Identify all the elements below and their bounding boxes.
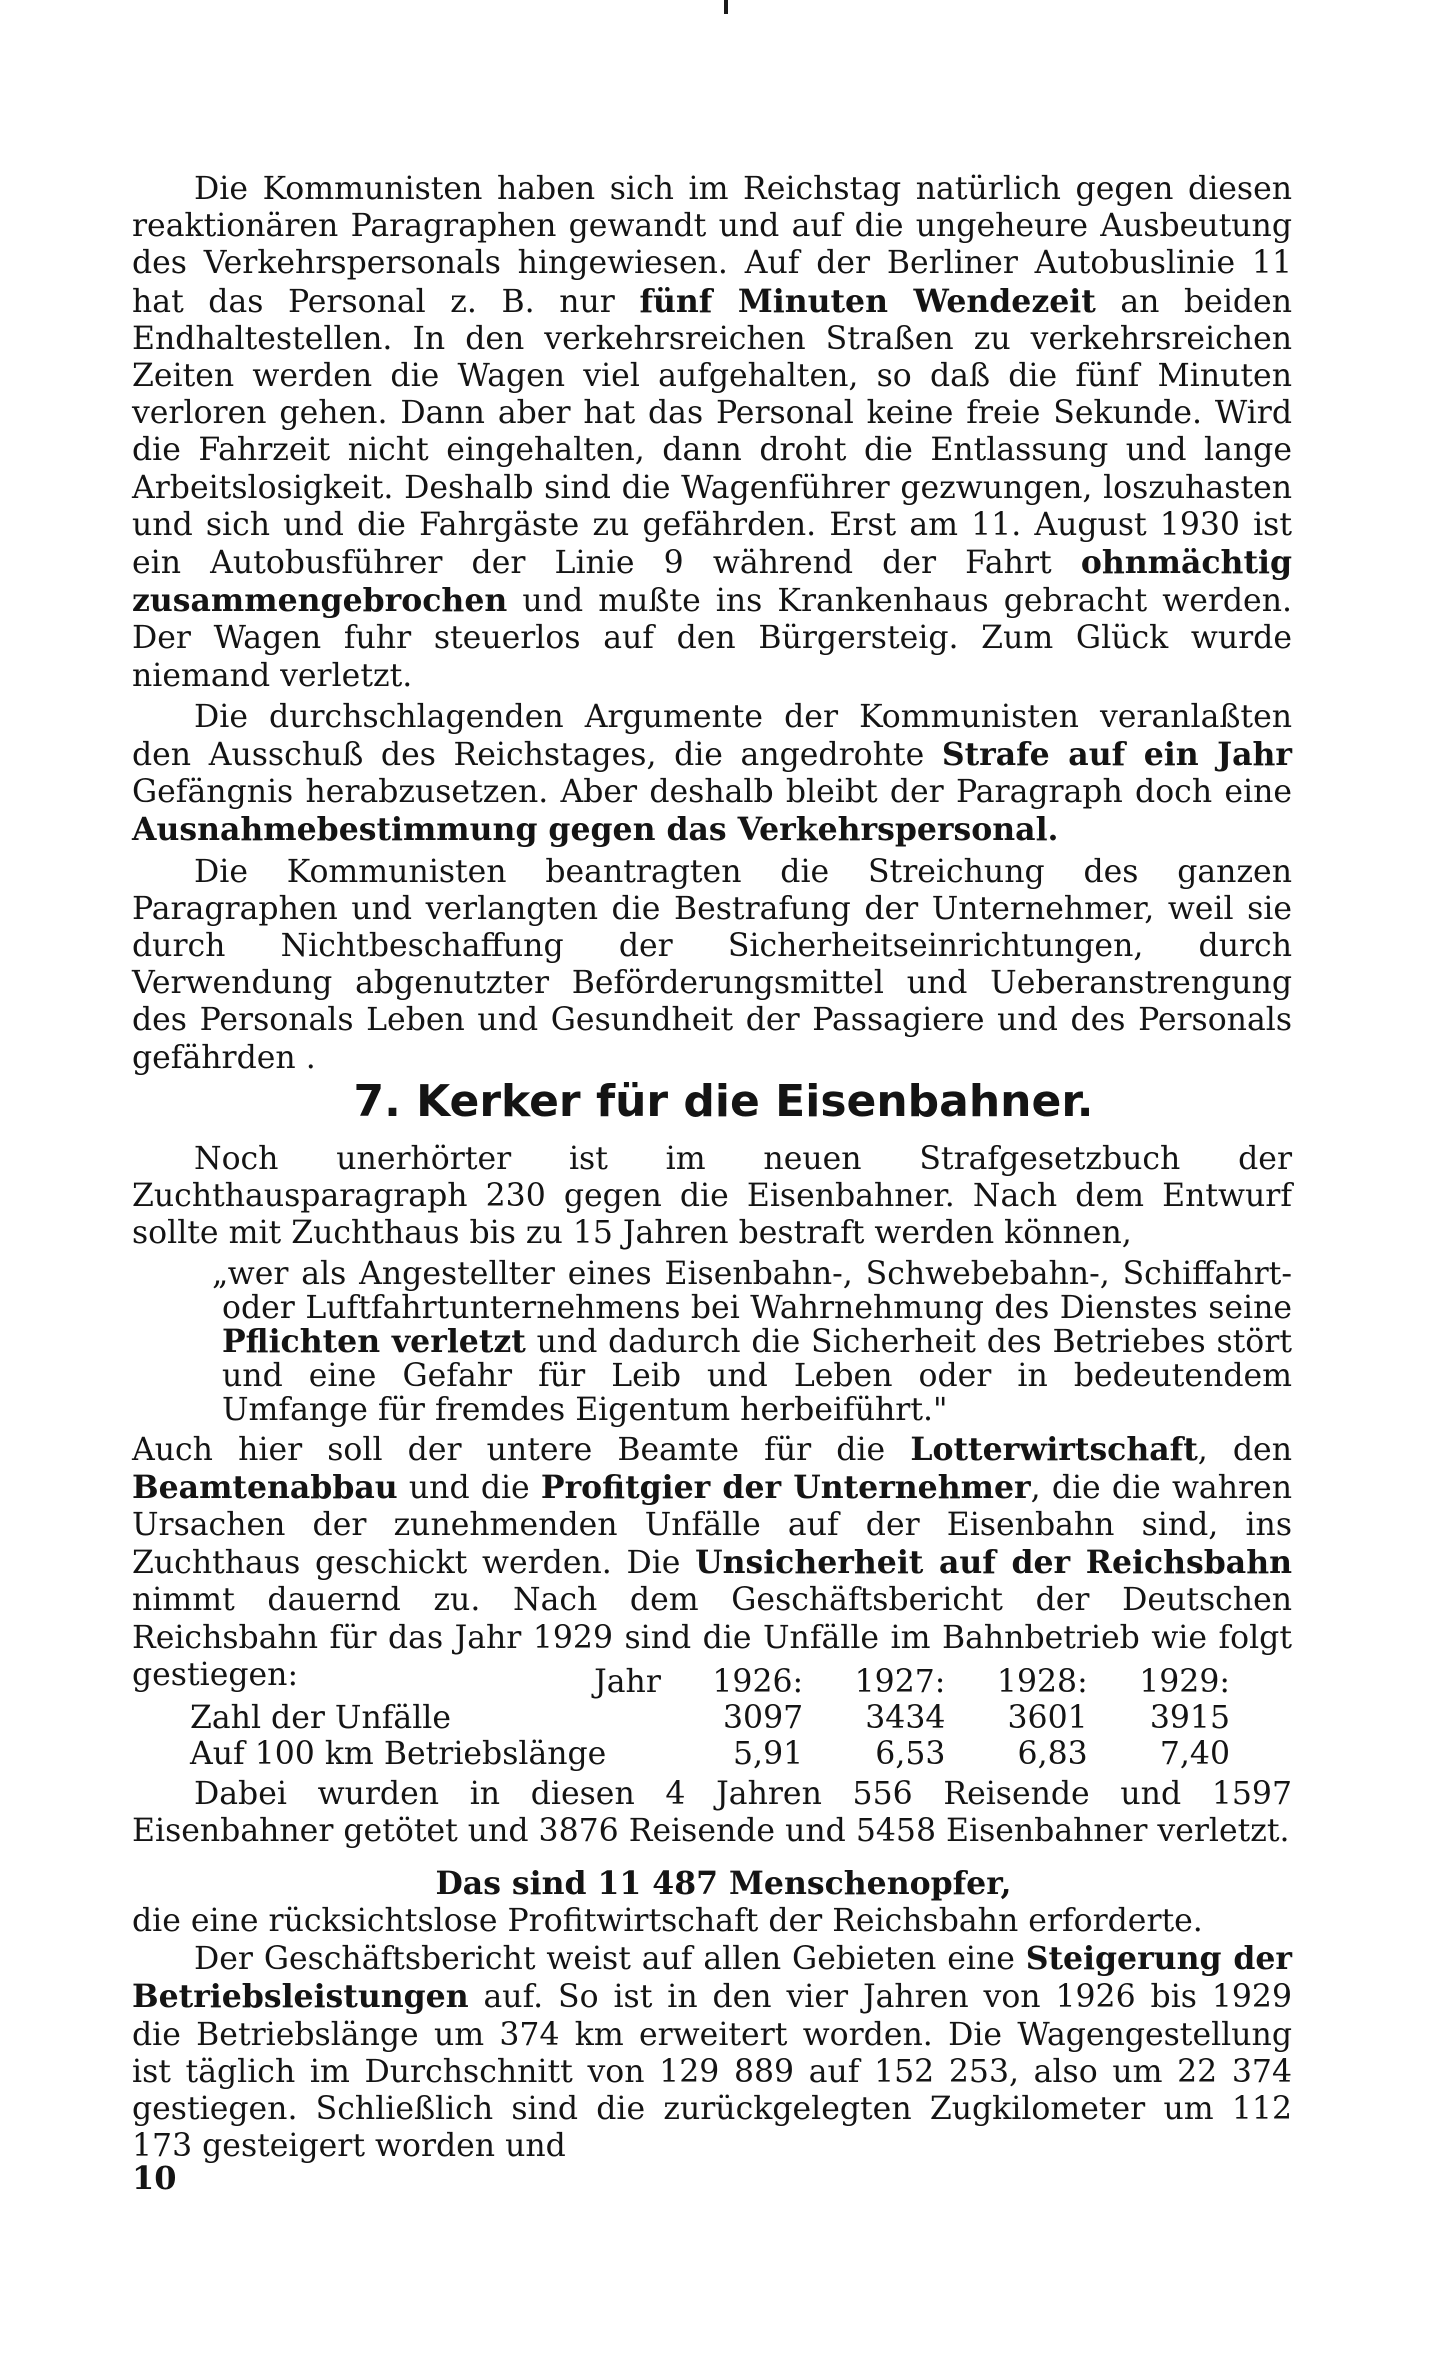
table-cell: 3915 — [1149, 1700, 1230, 1736]
paragraph: Die Kommunisten haben sich im Reichstag natürlich gegen diesen reaktionären Paragraphen gewandt und auf die ungeheure Ausbeutung des Verkehrspersonals hingewiesen. Auf der Berliner Autobuslinie 11 hat das Personal z. B. nur fünf Minuten Wendezeit an beiden Endhaltestellen. In den verkehrsreichen Straßen zu verkehrsreichen Zeiten werden die Wagen viel aufgehalten, so daß die fünf Minuten verloren gehen. Dann aber hat das Personal keine freie Sekunde. Wird die Fahrzeit nicht eingehalten, dann droht die Entlassung und lange Arbeitslosigkeit. Deshalb sind die Wagenführer gezwungen, loszuhasten und sich und die Fahrgäste zu gefährden. Erst am 11. August 1930 ist ein Autobusführer der Linie 9 während der Fahrt ohnmächtig zusammengebrochen und mußte ins Krankenhaus gebracht werden. Der Wagen fuhr steuerlos auf den Bürgersteig. Zum Glück wurde niemand verletzt. — [132, 171, 1292, 694]
closing-text-block — [132, 1903, 1292, 2165]
table-cell: 5,91 — [733, 1736, 804, 1772]
bold-phrase: ohnmächtig zusammengebrochen — [132, 544, 1292, 620]
year-header: 1928: — [996, 1664, 1088, 1700]
paragraph: Der Geschäftsbericht weist auf allen Gebieten eine Steigerung der Betriebsleistungen auf. So ist in den vier Jahren von 1926 bis 1929 die Betriebslänge um 374 km erweitert worden. Die Wagengestellung ist täglich im Durchschnitt von 129 889 auf 152 253, also um 22 374 gestiegen. Schließlich sind die zurückgelegten Zugkilometer um 112 173 gesteigert worden und — [132, 1940, 1292, 2165]
paragraph: Noch unerhörter ist im neuen Strafgesetzbuch der Zuchthausparagraph 230 gegen die Eisenbahner. Nach dem Entwurf sollte mit Zuchthaus bis zu 15 Jahren bestraft werden können, — [132, 1141, 1292, 1252]
bold-phrase: fünf Minuten Wendezeit — [639, 282, 1096, 320]
bold-phrase: Strafe auf ein Jahr — [941, 736, 1292, 774]
bold-phrase: Profitgier der Unternehmer — [540, 1468, 1031, 1506]
page-number: 10 — [132, 2159, 177, 2197]
scan-mark — [724, 0, 728, 14]
paragraph: Die durchschlagenden Argumente der Kommunisten veranlaßten den Ausschuß des Reichstages, die angedrohte Strafe auf ein Jahr Gefängnis herabzusetzen. Aber deshalb bleibt der Paragraph doch eine Ausnahmebestimmung gegen das Verkehrspersonal. — [132, 698, 1292, 849]
bold-phrase: Ausnahmebestimmung gegen das Verkehrspersonal. — [132, 811, 1059, 849]
year-header: 1926: — [712, 1664, 804, 1700]
table-cell: 6,83 — [1017, 1736, 1088, 1772]
intro-text-block — [132, 171, 1292, 1077]
table-cell: 3601 — [1007, 1700, 1088, 1736]
year-header: 1927: — [854, 1664, 946, 1700]
table-cell: 3434 — [865, 1700, 946, 1736]
section-text-block — [132, 1141, 1292, 1694]
bold-phrase: Lotterwirtschaft — [910, 1430, 1198, 1468]
table-cell: 3097 — [722, 1700, 804, 1736]
block-quote: „wer als Angestellter eines Eisenbahn-, Schwebebahn-, Schiffahrt- oder Luftfahrtunternehmens bei Wahrnehmung des Dienstes seine Pflichten verletzt und dadurch die Sicherheit des Betriebes stört und eine Gefahr für Leib und Leben oder in bedeutendem Umfange für fremdes Eigentum herbeiführt." — [212, 1255, 1292, 1428]
emphasis-line: Das sind 11 487 Menschenopfer, — [435, 1865, 1012, 1902]
row-label: Auf 100 km Betriebslänge — [190, 1736, 607, 1772]
bold-phrase: Beamtenabbau — [132, 1468, 398, 1506]
bold-phrase: Pflichten verletzt — [222, 1322, 526, 1360]
table-header-row — [190, 1664, 1230, 1700]
table-cell: 7,40 — [1159, 1736, 1230, 1772]
table-cell: 6,53 — [875, 1736, 946, 1772]
year-header: 1929: — [1139, 1664, 1230, 1700]
bold-phrase: Unsicherheit auf der Reichsbahn — [695, 1544, 1293, 1582]
paragraph: die eine rücksichtslose Profitwirtschaft der Reichsbahn erforderte. — [132, 1903, 1203, 1939]
year-label: Jahr — [594, 1664, 661, 1700]
paragraph: Dabei wurden in diesen 4 Jahren 556 Reisende und 1597 Eisenbahner getötet und 3876 Reisende und 5458 Eisenbahner verletzt. — [132, 1776, 1292, 1850]
section-heading: 7. Kerker für die Eisenbahner. — [353, 1076, 1094, 1127]
table-row — [190, 1700, 1230, 1736]
casualties-text — [132, 1776, 1292, 1850]
table-row — [190, 1736, 1230, 1772]
row-label: Zahl der Unfälle — [190, 1700, 451, 1736]
paragraph: Die Kommunisten beantragten die Streichung des ganzen Paragraphen und verlangten die Bestrafung der Unternehmer, weil sie durch Nichtbeschaffung der Sicherheitseinrichtungen, durch Verwendung abgenutzter Beförderungsmittel und Ueberanstrengung des Personals Leben und Gesundheit der Passagiere und des Personals gefährden . — [132, 853, 1292, 1076]
paragraph: Auch hier soll der untere Beamte für die Lotterwirtschaft, den Beamtenabbau und die Profitgier der Unternehmer, die die wahren Ursachen der zunehmenden Unfälle auf der Eisenbahn sind, ins Zuchthaus geschickt werden. Die Unsicherheit auf der Reichsbahn nimmt dauernd zu. Nach dem Geschäftsbericht der Deutschen Reichsbahn für das Jahr 1929 sind die Unfälle im Bahnbetrieb wie folgt gestiegen: — [132, 1430, 1293, 1693]
accident-statistics-table — [190, 1664, 1230, 1772]
bold-phrase: Steigerung der Betriebsleistungen — [132, 1940, 1292, 2016]
